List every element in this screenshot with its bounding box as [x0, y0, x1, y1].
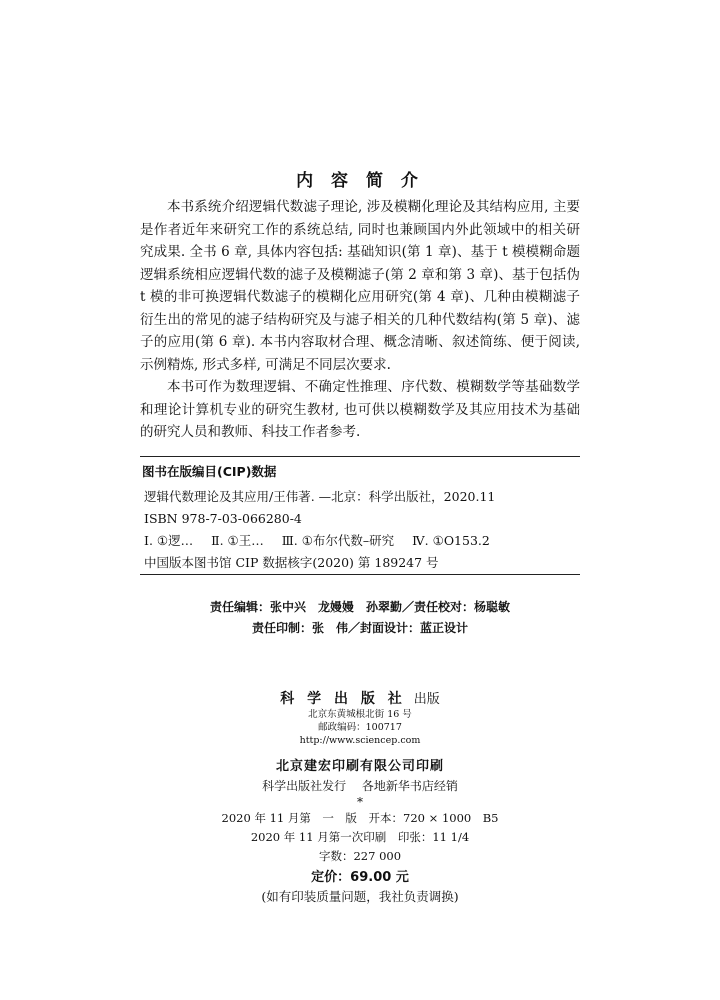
editors-line-1: 责任编辑：张中兴 龙嫚嫚 孙翠勤／责任校对：杨聪敏 — [209, 600, 510, 614]
word-count: 字数：227 000 — [318, 849, 402, 863]
cip-bottom-rule — [140, 574, 580, 575]
quality-note: (如有印装质量问题，我社负责调换) — [261, 889, 459, 904]
price: 定价：69.00 元 — [311, 870, 409, 885]
sellers: 各地新华书店经销 — [361, 779, 458, 793]
cip-isbn: ISBN 978-7-03-066280-4 — [144, 511, 302, 526]
printing: 2020 年 11 月第一次印刷 — [250, 830, 387, 844]
publisher-address: 北京东黄城根北街 16 号 — [308, 709, 412, 720]
edition: 2020 年 11 月第 一 版 — [221, 811, 357, 825]
cip-record: 逻辑代数理论及其应用/王伟著. —北京：科学出版社，2020.11 — [144, 489, 496, 504]
cip-class-3: Ⅲ. ①布尔代数–研究 — [281, 533, 395, 548]
page-title: 内 容 简 介 — [296, 171, 424, 191]
publisher-info — [0, 688, 720, 905]
cip-class-4: Ⅳ. ①O153.2 — [412, 533, 490, 548]
editors-line-2: 责任印制：张 伟／封面设计：蓝正设计 — [251, 621, 468, 635]
separator-star: * — [357, 795, 363, 809]
cip-classification — [140, 530, 580, 552]
cip-class-1: Ⅰ. ①逻… — [144, 533, 194, 548]
publisher-url: http://www.sciencep.com — [299, 735, 421, 746]
cip-top-rule — [140, 456, 580, 457]
publisher-name-suffix: 出版 — [413, 692, 440, 707]
cip-heading: 图书在版编目(CIP)数据 — [142, 464, 277, 479]
cip-class-2: Ⅱ. ①王… — [211, 533, 264, 548]
printing-line — [0, 828, 720, 847]
abstract-paragraph-2: 本书可作为数理逻辑、不确定性推理、序代数、模糊数学等基础数学和理论计算机专业的研究生教材, 也可供以模糊数学及其应用技术为基础的研究人员和教师、科技工作者参考. — [140, 379, 580, 440]
distributor: 科学出版社发行 — [262, 779, 347, 793]
printer-name: 北京建宏印刷有限公司印刷 — [275, 759, 444, 774]
format: 开本：720 × 1000 B5 — [368, 811, 499, 825]
publisher-name: 科 学 出 版 社 — [280, 691, 406, 707]
cip-block — [140, 456, 580, 575]
editors-credits — [0, 597, 720, 639]
cip-number: 中国版本图书馆 CIP 数据核字(2020) 第 189247 号 — [144, 555, 439, 570]
edition-line — [0, 809, 720, 828]
sheets: 印张：11 1/4 — [397, 830, 470, 844]
abstract — [140, 196, 580, 444]
publisher-name-line — [0, 688, 720, 708]
abstract-paragraph-1: 本书系统介绍逻辑代数滤子理论, 涉及模糊化理论及其结构应用, 主要是作者近年来研究工作的系统总结, 同时也兼顾国内外此领域中的相关研究成果. 全书 6 章, 具体内容包括: 基础知识(第 1 章)、基于 t 模模糊命题逻辑系统相应逻辑代数的滤子及模糊滤子(第 2 章和第 3 章)、基于包括伪 t 模的非可换逻辑代数滤子的模糊化应用研究(第 4 章)、几种由模糊滤子衍生出的常见的滤子结构研究及与滤子相关的几种代数结构(第 5 章)、滤子的应用(第 6 章). 本书内容取材合理、概念清晰、叙述简练、便于阅读, 示例精炼, 形式多样, 可满足不同层次要求. — [140, 199, 580, 373]
distribution-line — [0, 777, 720, 794]
publisher-postcode: 邮政编码：100717 — [318, 722, 402, 733]
